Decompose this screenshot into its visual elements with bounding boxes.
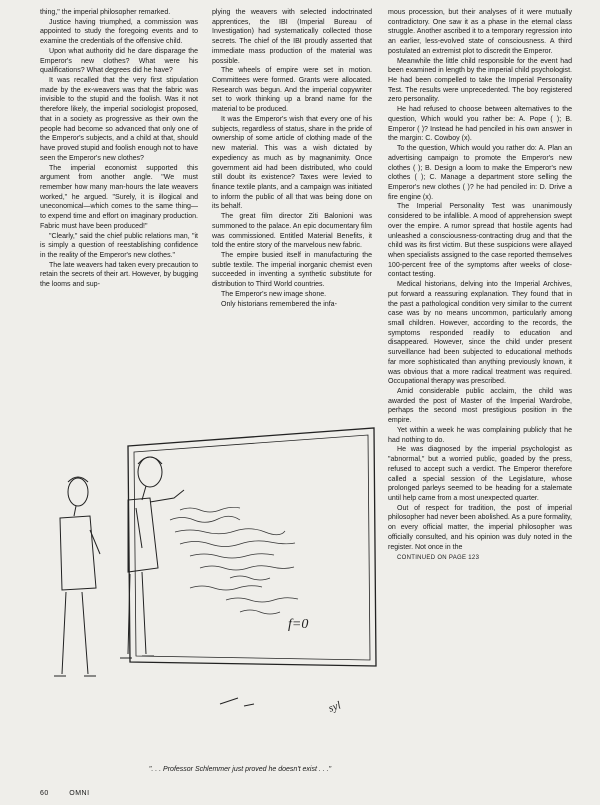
observer-figure [54, 477, 100, 676]
paragraph: Meanwhile the little child responsible for the event had been examined in length by the imperial child psychologist. He had been compelled to take the Imperial Personality Test. The results were unprecedented. The boy registered zero personality. [388, 57, 572, 104]
artist-signature: syl [326, 699, 343, 715]
paragraph: The Imperial Personality Test was unanimously considered to be infallible. A mood of apprehension swept over the empire. A rumor spread that hostile agents had unleashed a consciousness-contracting drug and that the child was its first victim. But these suspicions were allayed when specialists assigned to the case reported themselves 100-percent free of the symptoms after weeks of close-contact testing. [388, 203, 572, 279]
paragraph: It was recalled that the very first stipulation made by the ex-weavers was that the fabric was invisible to the stupid and the foolish. Was it not therefore likely, the imperial sociologist proposed, that in a society as progressive as their own the people had become so advanced that only one of the Emperor's subjects, and a child at that, should have proved stupid and foolish enough not to have seen the Emperor's new clothes? [40, 77, 198, 162]
article-column-1 [40, 8, 198, 356]
paragraph: mous procession, but their analyses of it were mutually contradictory. One saw it as a phase in the eternal class struggle. Another ascribed it to a temporary regression into an earlier, less-evolved state of consciousness. A third postulated an extremist plot to discredit the Emperor. [388, 9, 572, 55]
equations-scribble [170, 507, 298, 614]
continued-notice: CONTINUED ON PAGE 123 [397, 555, 480, 562]
paragraph: It was the Emperor's wish that every one of his subjects, regardless of status, share in the pride of ownership of some article of clothing made of the new material. This was a wish dictated by expediency as much as by magnanimity. Once government aid had been distributed, who could still doubt its existence? Taxes were levied to finance textile plants, and a campaign was initiated to inform the public of all that was being done on its behalf. [212, 115, 372, 211]
paragraph: The empire busied itself in manufacturing the subtle textile. The imperial inorganic chemist even succeeded in inventing a synthetic substitute for distribution to Third World countries. [212, 251, 372, 289]
paragraph: Medical historians, delving into the Imperial Archives, put forward a reassuring explanation. They found that in the past a pathological condition very similar to the current case was by no means uncommon, particularly among small children. However, according to the records, the symptoms responded readily to education and disappeared. However, since the child under present surveillance had been subjected to educational methods far more sophisticated than anything previously known, it was obvious that a more radical treatment was required. Occupational therapy was prescribed. [388, 281, 572, 386]
equation-final: f=0 [288, 617, 309, 632]
cartoon-caption: ". . . Professor Schlemmer just proved he doesn't exist . . ." [148, 766, 332, 773]
paragraph: The wheels of empire were set in motion. Committees were formed. Grants were allocated. Research was begun. And the imperial copywriter set to work thinking up a brand name for the material to be produced. [212, 67, 372, 114]
paragraph: Yet within a week he was complaining publicly that he had nothing to do. [388, 426, 572, 444]
paragraph: Only historians remembered the infa- [221, 300, 337, 308]
magazine-name: OMNI [69, 790, 90, 797]
paragraph: "Clearly," said the chief public relations man, "it is simply a question of reestablishing confidence in the reality of the Emperor's new clothes." [40, 232, 198, 259]
page-number: 60 [40, 790, 49, 797]
paragraph: To the question, Which would you rather do: A. Plan an advertising campaign to promote the Emperor's new clothes ( ); B. Design a loom to make the Emperor's new clothes ( ); C. Manage a department store selling the Emperor's new clothes ( )? he had penciled in: D. Drive a fire engine (x). [388, 145, 572, 201]
article-column-2 [212, 8, 372, 356]
page-footer [40, 790, 108, 797]
paragraph: The Emperor's new image shone. [221, 290, 327, 298]
paragraph: The imperial economist supported this argument from another angle. "We must remember how many man-hours the late weavers worked," he argued. "Surely, it is illogical and uneconomical—which comes to the same thing—to expend time and effort on imaginary production. Fabric must have been produced!" [40, 164, 198, 230]
cartoon-illustration [30, 360, 382, 780]
paragraph: He had refused to choose between alternatives to the question, Which would you rather be: A. Pope ( ); B. Emperor ( )? Instead he had penciled in his own answer in the margin: C. Cowboy (x). [388, 106, 572, 143]
paragraph: Justice having triumphed, a commission was appointed to study the foregoing events and to examine the credentials of the offensive child. [40, 18, 198, 46]
paragraph: thing," the imperial philosopher remarked. [40, 9, 171, 16]
article-column-3 [388, 8, 572, 790]
paragraph: He was diagnosed by the imperial psychologist as "abnormal," but a worried public, goaded by the press, refused to accept such a verdict. The Emperor therefore called a special session of the Legislature, whose prolonged parleys seemed to be heading for a stalemate until help came from a most unexpected quarter. [388, 446, 572, 502]
chalk-pieces [220, 698, 254, 706]
paragraph: Upon what authority did he dare disparage the Emperor's new clothes? What were his qualifications? What degrees did he have? [40, 47, 198, 75]
blackboard [128, 428, 376, 666]
paragraph: plying the weavers with selected indoctrinated apprentices, the IBI (Imperial Bureau of Investigation) had systematically collected those secrets. The chief of the IBI proudly asserted that immediate mass production of the material was possible. [212, 9, 372, 65]
paragraph: Out of respect for tradition, the post of imperial philosopher had never been abolished. As a pure formality, on every official matter, the imperial philosopher was officially consulted, and his opinion was duly noted in the register. Not once in the [388, 504, 572, 551]
paragraph: The great film director Ziti Balonioni was summoned to the palace. An epic documentary film was commissioned. Entitled Material Benefits, it told the entire story of the marvelous new fabric. [212, 213, 372, 250]
paragraph: Amid considerable public acclaim, the child was awarded the post of Master of the Imperial Wardrobe, perhaps the second most prestigious position in the empire. [388, 388, 572, 425]
paragraph: The late weavers had taken every precaution to retain the secrets of their art. However, by bugging the looms and sup- [40, 261, 198, 289]
